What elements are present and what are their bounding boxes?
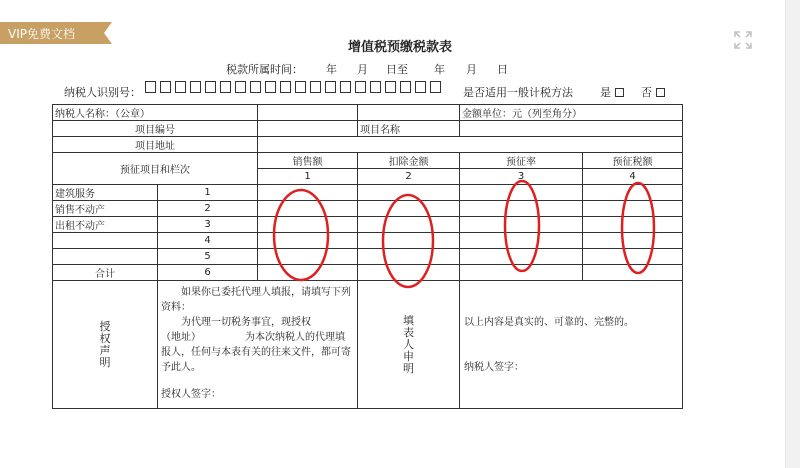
row-number: 4 [158,233,258,249]
auth-text-rest: 为本次纳税人的代理填报人，任何与本表有关的往来文件，都可寄予此人。 [161,332,351,373]
project-name-value [460,121,683,137]
column-number: 1 [258,169,358,185]
table-row [53,185,683,201]
row-name [53,249,158,265]
project-address-label: 项目地址 [53,137,258,153]
yes-checkbox [615,88,624,97]
taxpayer-name-label: 纳税人名称：（公章） [53,105,258,121]
row-name: 建筑服务 [53,185,158,201]
authorization-text [158,281,358,409]
no-label: 否 [641,86,652,99]
row-number: 1 [158,185,258,201]
period-part: 月 [357,63,368,76]
amount-unit-label: 金额单位：元（列至角分） [460,105,683,121]
period-part: 日 [497,63,508,76]
auth-text-line: 如果你已委托代理人填报，请填写下列资料： [161,287,351,313]
column-number: 2 [358,169,460,185]
declaration-cell [460,281,683,409]
taxpayer-name-value [358,105,460,121]
row-number: 5 [158,249,258,265]
table-row [53,265,683,281]
authorization-label: 授权声明 [99,319,111,369]
row-number: 6 [158,265,258,281]
filler-label-cell [358,281,460,409]
table-row [53,217,683,233]
period-part: 月 [466,63,477,76]
column-header: 扣除金额 [358,153,460,169]
auth-text-line: 为代理一切税务事宜，现授权 [181,317,311,328]
table-row [53,233,683,249]
row-name: 出租不动产 [53,217,158,233]
project-address-value [258,137,683,153]
period-part: 年 [326,63,337,76]
authorizer-signature-label: 授权人签字： [161,389,221,400]
taxpayer-name-value [258,105,358,121]
table-row [53,201,683,217]
items-header: 预征项目和栏次 [53,153,258,185]
taxpayer-id-boxes [145,81,445,93]
no-checkbox [656,88,665,97]
declaration-text: 以上内容是真实的、可靠的、完整的。 [464,317,634,328]
row-name: 合计 [53,265,158,281]
general-method-yes [600,84,624,100]
badge-label: VIP免费文档 [8,27,75,41]
row-name [53,233,158,249]
row-name: 销售不动产 [53,201,158,217]
filler-declaration-label: 填表人申明 [403,313,414,375]
fullscreen-icon[interactable] [733,30,753,50]
project-name-label: 项目名称 [358,121,460,137]
taxpayer-signature-label: 纳税人签字： [464,362,524,373]
document-title: 增值税预缴税款表 [347,40,452,55]
taxpayer-id-label: 纳税人识别号： [64,86,141,99]
row-number: 3 [158,217,258,233]
project-number-value [258,121,358,137]
vertical-scrollbar[interactable] [785,0,800,468]
general-method-no [641,84,665,100]
general-method-label: 是否适用一般计税方法 [463,86,573,99]
column-header: 预征税额 [583,153,683,169]
authorization-label-cell [53,281,158,409]
vip-free-badge [0,22,112,44]
period-part: 年 [434,63,445,76]
period-part: 日至 [386,63,408,76]
column-number: 3 [460,169,583,185]
table-row [53,249,683,265]
yes-label: 是 [600,86,611,99]
row-number: 2 [158,201,258,217]
period-label: 税款所属时间： [226,63,303,76]
column-header: 预征率 [460,153,583,169]
tax-table [52,104,683,409]
project-number-label: 项目编号 [53,121,258,137]
auth-address-label: （地址） [161,332,201,343]
column-header: 销售额 [258,153,358,169]
auth-text-line [161,330,354,375]
column-number: 4 [583,169,683,185]
